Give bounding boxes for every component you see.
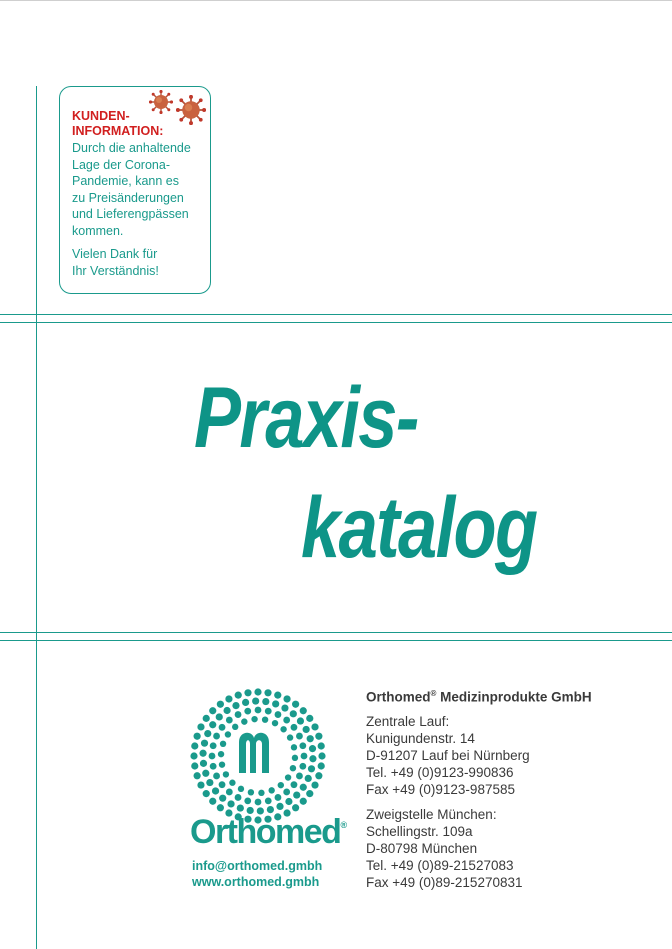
email-link[interactable]: info@orthomed.gmbh [192,859,323,873]
notice-body-line: Lage der Corona- [72,157,170,172]
branch-address [366,806,523,891]
notice-thanks-line: Ihr Verständnis! [72,263,159,278]
rule-lower-1 [0,632,672,633]
registered-mark: ® [430,689,437,698]
orthomed-logo-icon [188,686,328,826]
left-margin-rule [36,86,37,949]
virus-icon [149,90,173,114]
fax-line: Fax +49 (0)89-215270831 [366,875,523,890]
registered-mark: ® [340,820,346,830]
website-link[interactable]: www.orthomed.gmbh [192,875,320,889]
rule-upper-1 [0,314,672,315]
address-line: Kunigundenstr. 14 [366,731,475,746]
rule-lower-2 [0,640,672,641]
virus-icon [176,95,206,125]
notice-body-line: und Lieferengpässen [72,207,189,221]
notice-title-line: KUNDEN- [72,109,130,123]
orthomed-wordmark [190,815,346,849]
notice-body-line: kommen. [72,223,124,238]
notice-thanks-line: Vielen Dank für [72,247,158,261]
phone-line: Tel. +49 (0)9123-990836 [366,765,514,780]
notice-title-line: INFORMATION: [72,124,164,138]
address-line: D-91207 Lauf bei Nürnberg [366,748,530,763]
address-line: Schellingstr. 109a [366,824,473,839]
notice-thanks [72,246,202,279]
notice-body-line: Pandemie, kann es [72,174,180,188]
headquarters-address [366,713,530,798]
company-name [366,689,592,705]
company-name-text: Orthomed [366,689,431,705]
notice-body-line: zu Preisänderungen [72,190,184,205]
top-rule [0,0,672,1]
address-line: D-80798 München [366,841,478,856]
wordmark-text: Orthomed [190,813,341,851]
notice-body-line: Durch die anhaltende [72,141,191,155]
catalog-title-line1: Praxis- [194,370,418,466]
notice-body [72,140,202,239]
company-name-suffix: Medizinprodukte GmbH [436,689,592,705]
fax-line: Fax +49 (0)9123-987585 [366,782,515,797]
rule-upper-2 [0,322,672,323]
catalog-title-line2: katalog [301,480,537,576]
address-line: Zentrale Lauf: [366,714,450,729]
address-line: Zweigstelle München: [366,807,497,822]
phone-line: Tel. +49 (0)89-21527083 [366,858,514,873]
